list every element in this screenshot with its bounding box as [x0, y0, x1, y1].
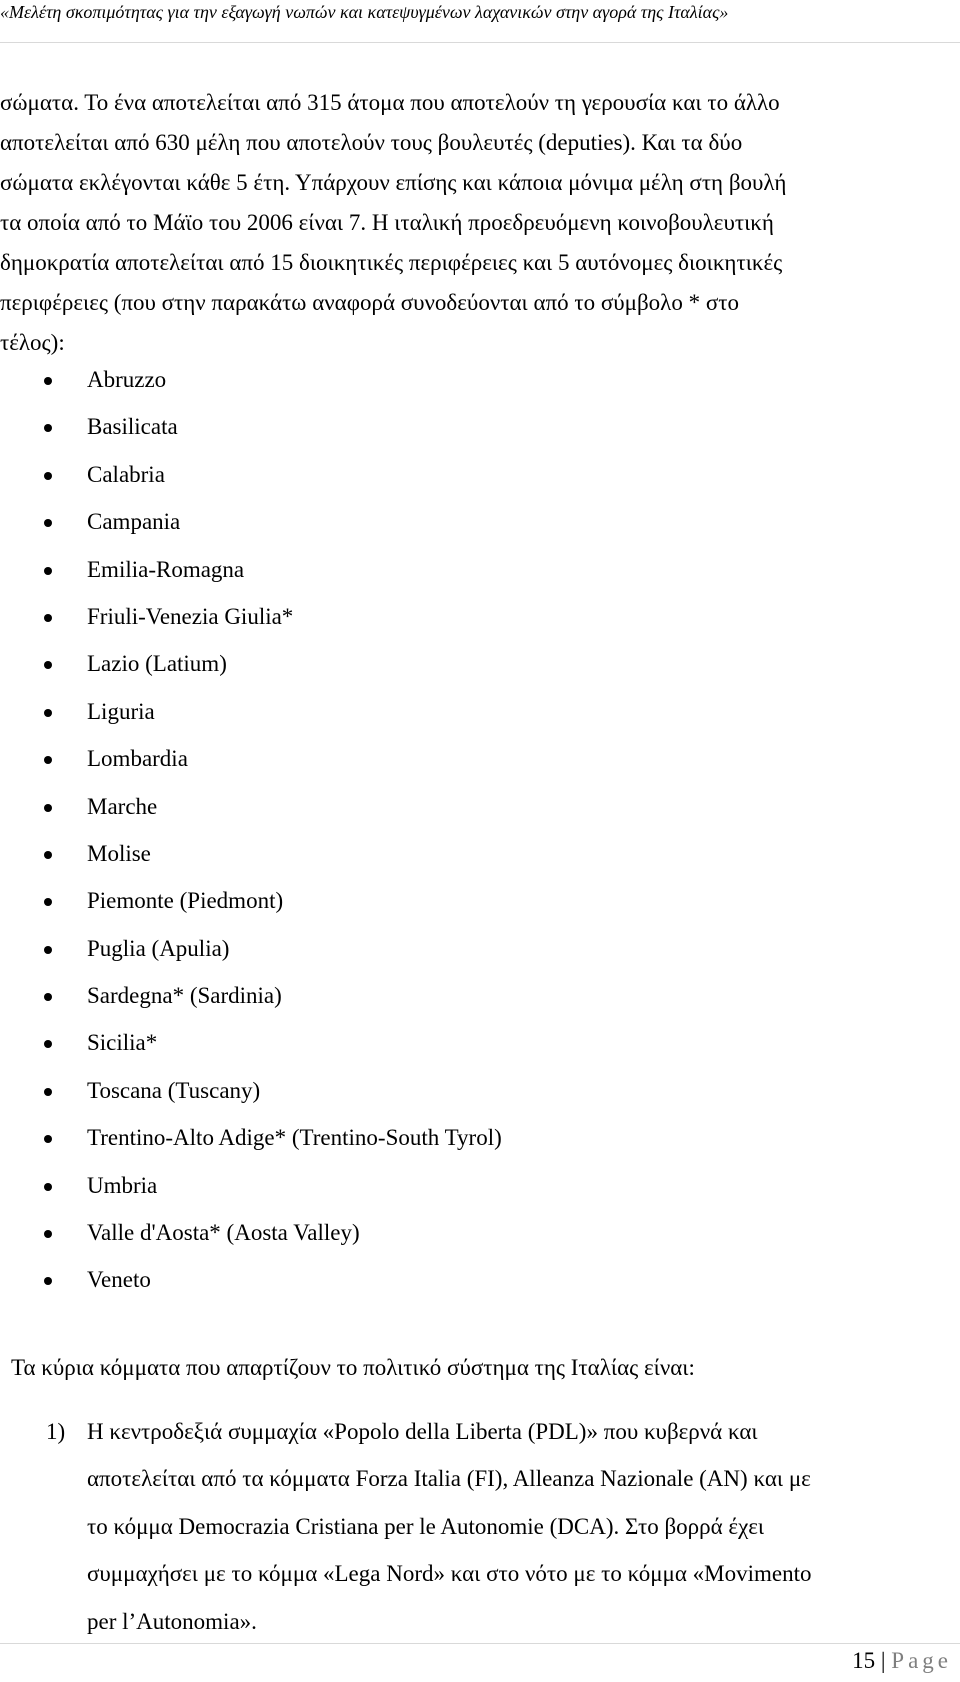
paragraph-line: περιφέρειες (που στην παρακάτω αναφορά συνοδεύονται από το σύμβολο * στο: [0, 290, 739, 315]
region-item: [0, 839, 900, 886]
bullet-icon: [44, 993, 52, 1001]
paragraph-line: σώματα εκλέγονται κάθε 5 έτη. Υπάρχουν επίσης και κάποια μόνιμα μέλη στη βουλή: [0, 170, 787, 195]
region-item: [0, 697, 900, 744]
bullet-icon: [44, 709, 52, 717]
party-line: συμμαχήσει με το κόμμα «Lega Nord» και στο νότο με το κόμμα «Movimento: [87, 1561, 812, 1587]
paragraph-line: σώματα. Το ένα αποτελείται από 315 άτομα που αποτελούν τη γερουσία και το άλλο: [0, 90, 780, 115]
bullet-icon: [44, 377, 52, 385]
paragraph-line: αποτελείται από 630 μέλη που αποτελούν τους βουλευτές (deputies). Και τα δύο: [0, 130, 743, 155]
party-line: per l’Autonomia».: [87, 1608, 257, 1634]
paragraph-line: δημοκρατία αποτελείται από 15 διοικητικές περιφέρειες και 5 αυτόνομες διοικητικές: [0, 250, 783, 275]
region-item: [0, 412, 900, 459]
intro-paragraph: [0, 83, 960, 363]
bullet-icon: [44, 661, 52, 669]
parties-list: [0, 1408, 960, 1645]
running-header: «Μελέτη σκοπιμότητας για την εξαγωγή νωπών και κατεψυγμένων λαχανικών στην αγορά της Ιταλίας»: [0, 2, 729, 22]
bullet-icon: [44, 1230, 52, 1238]
paragraph-line: τα οποία από το Μάϊο του 2006 είναι 7. Η ιταλική προεδρευόμενη κοινοβουλευτική: [0, 210, 774, 235]
list-number: 1): [46, 1419, 66, 1444]
region-name: Veneto: [87, 1267, 151, 1293]
region-item: [0, 460, 900, 507]
region-name: Emilia-Romagna: [87, 556, 245, 582]
region-name: Valle d'Aosta* (Aosta Valley): [87, 1220, 360, 1246]
region-item: [0, 934, 900, 981]
region-name: Liguria: [87, 698, 155, 724]
region-name: Calabria: [87, 461, 165, 487]
region-item: [0, 792, 900, 839]
footer-separator: |: [880, 1648, 886, 1673]
region-name: Sardegna* (Sardinia): [87, 983, 282, 1009]
region-name: Basilicata: [87, 414, 178, 440]
region-name: Sicilia*: [87, 1030, 158, 1056]
region-item: [0, 1123, 900, 1170]
bullet-icon: [44, 614, 52, 622]
bullet-icon: [44, 1135, 52, 1143]
region-name: Lazio (Latium): [87, 651, 227, 677]
page-number: 15: [852, 1648, 876, 1673]
regions-list: [0, 365, 900, 1313]
bullet-icon: [44, 567, 52, 575]
region-name: Molise: [87, 840, 151, 866]
region-item: [0, 555, 900, 602]
region-item: [0, 365, 900, 412]
region-item: [0, 1028, 900, 1075]
paragraph-line: τέλος):: [0, 330, 65, 355]
header-divider: [0, 42, 960, 43]
bullet-icon: [44, 472, 52, 480]
region-item: [0, 1265, 900, 1312]
region-name: Puglia (Apulia): [87, 935, 230, 961]
party-line: το κόμμα Democrazia Cristiana per le Autonomie (DCA). Στο βορρά έχει: [87, 1513, 765, 1539]
region-item: [0, 981, 900, 1028]
bullet-icon: [44, 1183, 52, 1191]
region-item: [0, 1171, 900, 1218]
page-label: Page: [891, 1648, 952, 1673]
region-name: Piemonte (Piedmont): [87, 888, 284, 914]
region-name: Abruzzo: [87, 367, 167, 392]
region-item: [0, 602, 900, 649]
bullet-icon: [44, 898, 52, 906]
page-footer: [852, 1645, 952, 1677]
region-name: Campania: [87, 509, 181, 535]
party-line: Η κεντροδεξιά συμμαχία «Popolo della Liberta (PDL)» που κυβερνά και: [87, 1419, 758, 1444]
bullet-icon: [44, 851, 52, 859]
region-name: Trentino-Alto Adige* (Trentino-South Tyrol): [87, 1125, 502, 1151]
region-name: Friuli-Venezia Giulia*: [87, 603, 294, 629]
bullet-icon: [44, 804, 52, 812]
bullet-icon: [44, 424, 52, 432]
region-item: [0, 507, 900, 554]
bullet-icon: [44, 1088, 52, 1096]
region-item: [0, 649, 900, 696]
bullet-icon: [44, 1277, 52, 1285]
bullet-icon: [44, 946, 52, 954]
region-name: Marche: [87, 793, 158, 819]
region-name: Umbria: [87, 1172, 158, 1198]
party-line: αποτελείται από τα κόμματα Forza Italia (FI), Alleanza Nazionale (AN) και με: [87, 1466, 811, 1492]
region-name: Toscana (Tuscany): [87, 1077, 261, 1103]
bullet-icon: [44, 1040, 52, 1048]
region-item: [0, 1076, 900, 1123]
bullet-icon: [44, 519, 52, 527]
region-item: [0, 744, 900, 791]
footer-divider: [0, 1643, 960, 1644]
parties-intro: Τα κύρια κόμματα που απαρτίζουν το πολιτικό σύστημα της Ιταλίας είναι:: [11, 1355, 695, 1380]
region-name: Lombardia: [87, 746, 188, 772]
region-item: [0, 886, 900, 933]
region-item: [0, 1218, 900, 1265]
party-item: [0, 1408, 960, 1645]
bullet-icon: [44, 756, 52, 764]
